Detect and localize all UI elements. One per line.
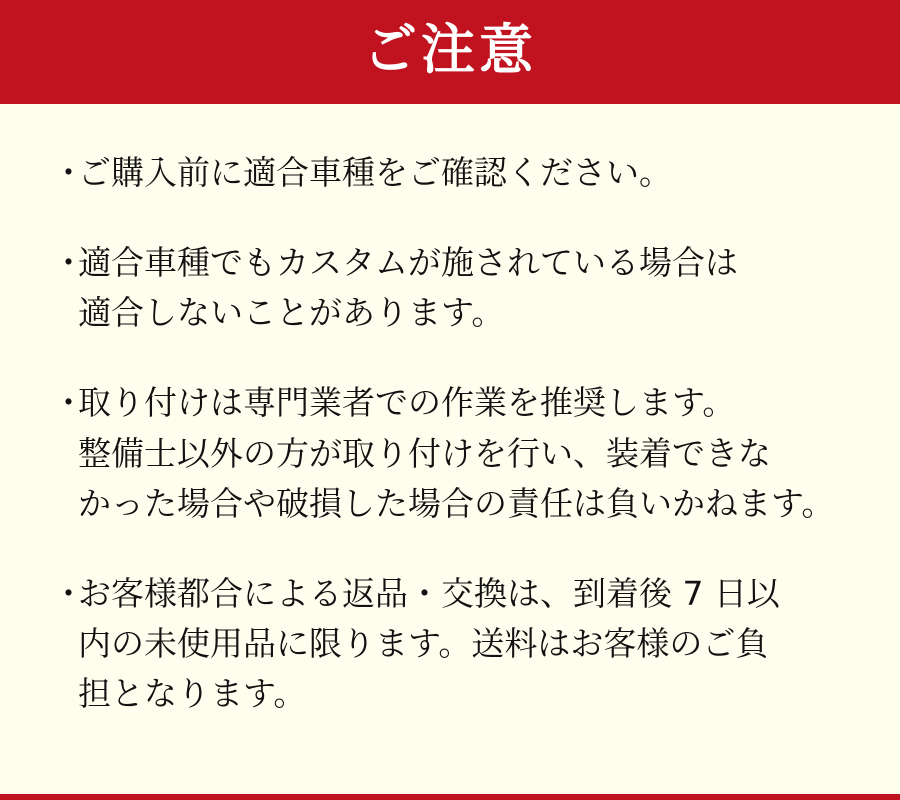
notice-line: 適合しないことがあります。	[78, 293, 505, 333]
bullet-icon: ・	[52, 243, 85, 283]
bullet-icon: ・	[52, 153, 85, 192]
notice-line: 整備士以外の方が取り付けを行い、装着できな	[78, 433, 771, 473]
bottom-accent-rule	[0, 794, 900, 800]
notice-line: 担となります。	[78, 674, 307, 714]
bullet-icon: ・	[52, 383, 85, 423]
page-title: ご注意	[363, 18, 537, 81]
list-item	[52, 378, 860, 528]
notice-text-block	[78, 238, 860, 338]
notice-header-band	[0, 0, 900, 104]
notice-line: 適合車種でもカスタムが施されている場合は	[78, 243, 738, 283]
notice-line: かった場合や破損した場合の責任は負いかねます。	[78, 483, 835, 523]
notice-line: お客様都合による返品・交換は、到着後 7 日以	[78, 573, 780, 613]
notice-line: 内の未使用品に限ります。送料はお客様のご負	[78, 624, 769, 664]
notice-line: ご購入前に適合車種をご確認ください。	[78, 153, 672, 192]
notice-list	[0, 104, 900, 800]
list-item	[52, 569, 860, 719]
notice-text-block	[78, 378, 860, 528]
list-item	[52, 238, 860, 338]
bullet-icon: ・	[52, 573, 85, 613]
list-item	[52, 148, 860, 198]
notice-line: 取り付けは専門業者での作業を推奨します。	[78, 383, 736, 423]
notice-text-block	[78, 569, 860, 719]
notice-text-block	[78, 148, 860, 198]
